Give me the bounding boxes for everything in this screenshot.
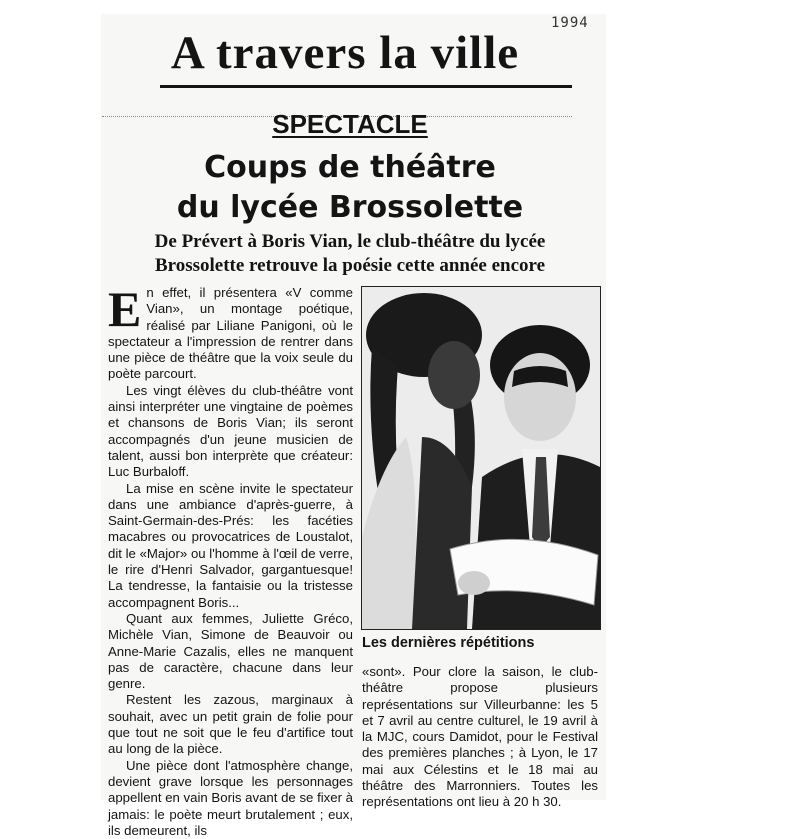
- paragraph-5: Restent les zazous, marginaux à souhait, avec un petit grain de folie pour que tout ne soit que le feu d'artifice tout au long de la pièce.: [108, 692, 353, 757]
- headline-line-2: du lycée Brossolette: [176, 190, 524, 225]
- paragraph-4: Quant aux femmes, Juliette Gréco, Michèle Vian, Simone de Beauvoir ou Anne-Marie Cazalis, elles ne manquent pas de caractère, chacune dans leur genre.: [108, 610, 353, 692]
- drop-cap: E: [108, 281, 142, 337]
- article-headline: [100, 148, 600, 228]
- photo-caption: Les dernières répétitions: [362, 635, 535, 651]
- paragraph-1-text: n effet, il présentera «V comme Vian», un montage poétique, réalisé par Liliane Panigoni, où le spectateur a l'impression de rentrer dans une pièce de théâtre que la voix seule du poète parcourt.: [108, 285, 353, 382]
- paragraph-6: Une pièce dont l'atmosphère change, devient grave lorsque les personnages appellent en vain Boris avant de se fixer à jamais: le poète meurt brutalement ; eux, ils demeurent, ils: [108, 757, 353, 838]
- section-kicker: [100, 108, 600, 140]
- masthead-rule: [160, 85, 572, 88]
- rehearsal-photo: [361, 286, 601, 630]
- article-column-right: [362, 664, 598, 811]
- subhead-line-2: Brossolette retrouve la poésie cette année encore: [154, 255, 546, 276]
- rehearsal-photo-illustration: [362, 287, 600, 629]
- masthead-title: A travers la ville: [170, 27, 520, 79]
- headline-line-1: Coups de théâtre: [204, 150, 496, 185]
- paragraph-7: «sont». Pour clore la saison, le club-théâtre propose plusieurs représentations sur Villeurbanne: les 5 et 7 avril au centre culturel, le 19 avril à la MJC, cours Damidot, pour le Festival des premières planches ; à Lyon, le 17 mai aux Célestins et le 18 mai au théâtre des Marronniers. Toutes les représentations ont lieu à 20 h 30.: [362, 664, 598, 810]
- paragraph-2: Les vingt élèves du club-théâtre vont ainsi interpréter une vingtaine de poèmes et chansons de Boris Vian; ils seront accompagnés d'un jeune musicien de talent, aussi bon interprète que créateur: Luc Burbaloff.: [108, 382, 353, 480]
- subhead-line-1: De Prévert à Boris Vian, le club-théâtre du lycée: [154, 231, 546, 252]
- article-subheadline: [110, 230, 590, 278]
- kicker-text: SPECTACLE: [272, 109, 428, 139]
- article-column-left: [108, 281, 353, 839]
- paragraph-3: La mise en scène invite le spectateur dans une ambiance d'après-guerre, à Saint-Germain-des-Prés: les facéties macabres ou provocatrices de Loustalot, dit le «Major» ou l'homme à l'œil de verre, le rire d'Henri Salvador, gargantuesque! La tendresse, la fantaisie ou la tristesse accompagnent Boris...: [108, 480, 353, 610]
- handwritten-year: 1994: [551, 15, 589, 31]
- paragraph-1: [108, 281, 353, 383]
